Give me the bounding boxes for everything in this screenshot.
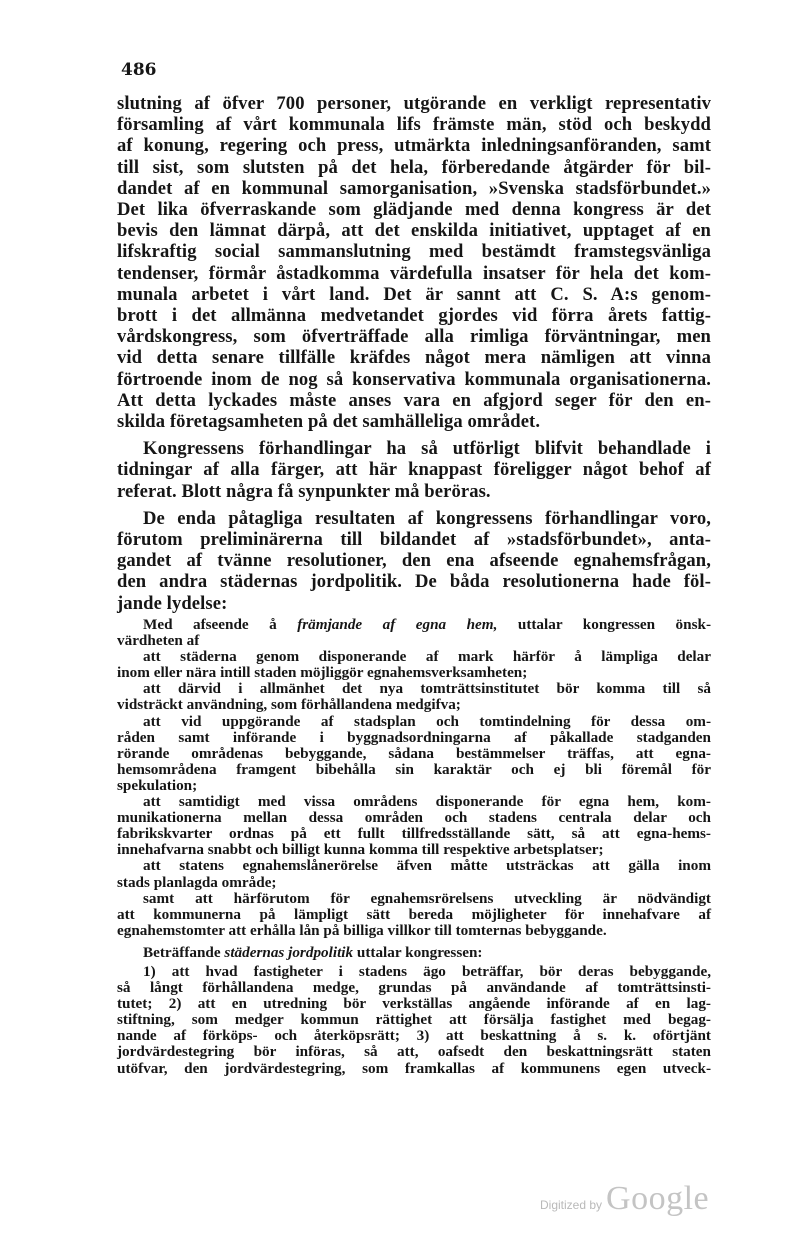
quote-line: hemsområdena framgent bibehålla sin karaktär och ej bli föremål för [117,760,711,778]
text-line: förutom preliminärerna till bildandet af »stadsförbundet», anta- [117,529,711,551]
quote-line: jordvärdestegring bör införas, så att, oafsedt den beskattningsrätt staten [117,1043,711,1061]
quote-line: värdheten af [117,632,200,650]
quote-line: råden samt införande i byggnadsordningarna af påkallade stadganden [117,728,711,746]
text-line: jande lydelse: [117,592,228,614]
text-line: skilda företagsamheten på det samhälleliga området. [117,411,541,433]
quote-line: nande af förköps- och återköpsrätt; 3) att beskattning å s. k. oförtjänt [117,1027,711,1045]
text-line: bevis den lämnat därpå, att det enskilda initiativet, upptaget af en [117,220,711,242]
text-line: Kongressens förhandlingar ha så utförligt blifvit behandlade i [143,438,711,460]
quote-line: innehafvarna snabbt och billigt kunna komma till respektive arbetsplatser; [117,841,604,859]
quote-line: att städerna genom disponerande af mark härför å lämpliga delar [143,648,711,666]
text-line: förtroende inom de nog så konservativa kommunala organisationerna. [117,368,711,390]
text-line: gandet af tvänne resolutioner, den ena afseende egnahemsfrågan, [117,550,711,572]
jord-italic-term: städernas jordpolitik [224,943,354,961]
text-line: församling af vårt kommunala lifs främste män, stöd och beskydd [117,114,711,136]
text-line: tendenser, förmår åstadkomma värdefulla insatser för hela det kom- [117,262,711,284]
quote-line: att samtidigt med vissa områdens disponerande för egna hem, kom- [143,793,711,811]
text-line: referat. Blott några få synpunkter må beröras. [117,480,491,502]
quote-italic-term: främjande af egna hem, [297,616,498,633]
quote-line: spekulation; [117,776,198,794]
text-line: den andra städernas jordpolitik. De båda resolutionerna hade föl- [117,571,711,593]
quote-line: samt att härförutom för egnahemsrörelsens utveckling är nödvändigt [143,889,711,907]
quote-line: utöfvar, den jordvärdestegring, som framkallas af kommunens egen utveck- [117,1059,711,1077]
quote-line: att vid uppgörande af stadsplan och tomtindelning för dessa om- [143,712,711,730]
text-line: af konung, regering och press, utmärkta inledningsanföranden, samt [117,135,711,157]
watermark-prefix: Digitized by [540,1198,603,1212]
quote-line: att kommunerna på lämpligt sätt bereda möjligheter för innehafvare af [117,905,711,923]
quote-prefix: Med afseende å [143,616,298,633]
google-logo: Google [606,1180,710,1217]
text-line: vårdskongress, som öfverträffade alla rimliga förväntningar, men [117,326,711,348]
page-number: 486 [121,60,157,80]
quote-line: stiftning, som medger kommun rättighet att försälja fastighet med begag- [117,1011,711,1029]
quote-line: vidsträckt användning, som förhållandena medgifva; [117,696,461,714]
quote-line: så långt förhållandena medge, grundas på användande af tomträttsinsti- [117,979,711,997]
quote-line: fabrikskvarter ordnas på ett fullt tillfredsställande sätt, så att egna-hems- [117,825,711,843]
text-line: Det lika öfverraskande som glädjande med denna kongress är det [117,199,711,221]
text-line: tidningar af alla färger, att här knappast föreligger något behof af [117,459,711,481]
quote-line: stads planlagda område; [117,873,277,891]
quote-line: munikationerna mellan dessa områden och stadens centrala delar och [117,809,711,827]
text-line: lifskraftig social sammanslutning med bestämdt framstegsvänliga [117,241,711,263]
text-line: brott i det allmänna medvetandet gjordes vid förra årets fattig- [117,305,711,327]
text-line: slutning af öfver 700 personer, utgörande en verkligt representativ [117,93,711,114]
quote-line: tutet; 2) att en utredning bör verkställas angående införande af en lag- [117,995,711,1013]
quote-line: rörande områdenas bebyggande, sådana bestämmelser träffas, att egna- [117,744,711,762]
quote-line: egnahemstomter att erhålla lån på billiga villkor till tomternas bebyggande. [117,921,607,939]
quote-line [117,945,711,961]
jord-suffix: uttalar kongressen: [353,943,483,961]
text-line: De enda påtagliga resultaten af kongressens förhandlingar voro, [143,507,711,529]
main-text [117,93,711,614]
text-line: vid detta senare tillfälle kräfdes något mera nämligen att vinna [117,347,711,369]
quote-line: inom eller nära intill staden möjliggör egnahemsverksamheten; [117,664,528,682]
text-line: till sist, som slutsten på det hela, förberedande åtgärder för bil- [117,156,711,178]
resolution-quote [117,617,711,1077]
quote-line [117,617,711,633]
quote-line: 1) att hvad fastigheter i stadens ägo beträffar, bör deras bebyggande, [143,962,711,980]
text-line: munala arbetet i vårt land. Det är sannt att C. S. A:s genom- [117,283,711,305]
quote-line: att därvid i allmänhet det nya tomträttsinstitutet bör komma till så [143,680,711,698]
jord-prefix: Beträffande [143,943,225,961]
quote-line: att statens egnahemslånerörelse äfven måtte utsträckas att gälla inom [143,857,711,875]
text-line: Att detta lyckades måste anses vara en afgjord seger för den en- [117,389,711,411]
quote-suffix: uttalar kongressen önsk- [497,616,711,633]
google-digitized-watermark [540,1180,709,1218]
text-line: dandet af en kommunal samorganisation, »Svenska stadsförbundet.» [117,177,711,199]
